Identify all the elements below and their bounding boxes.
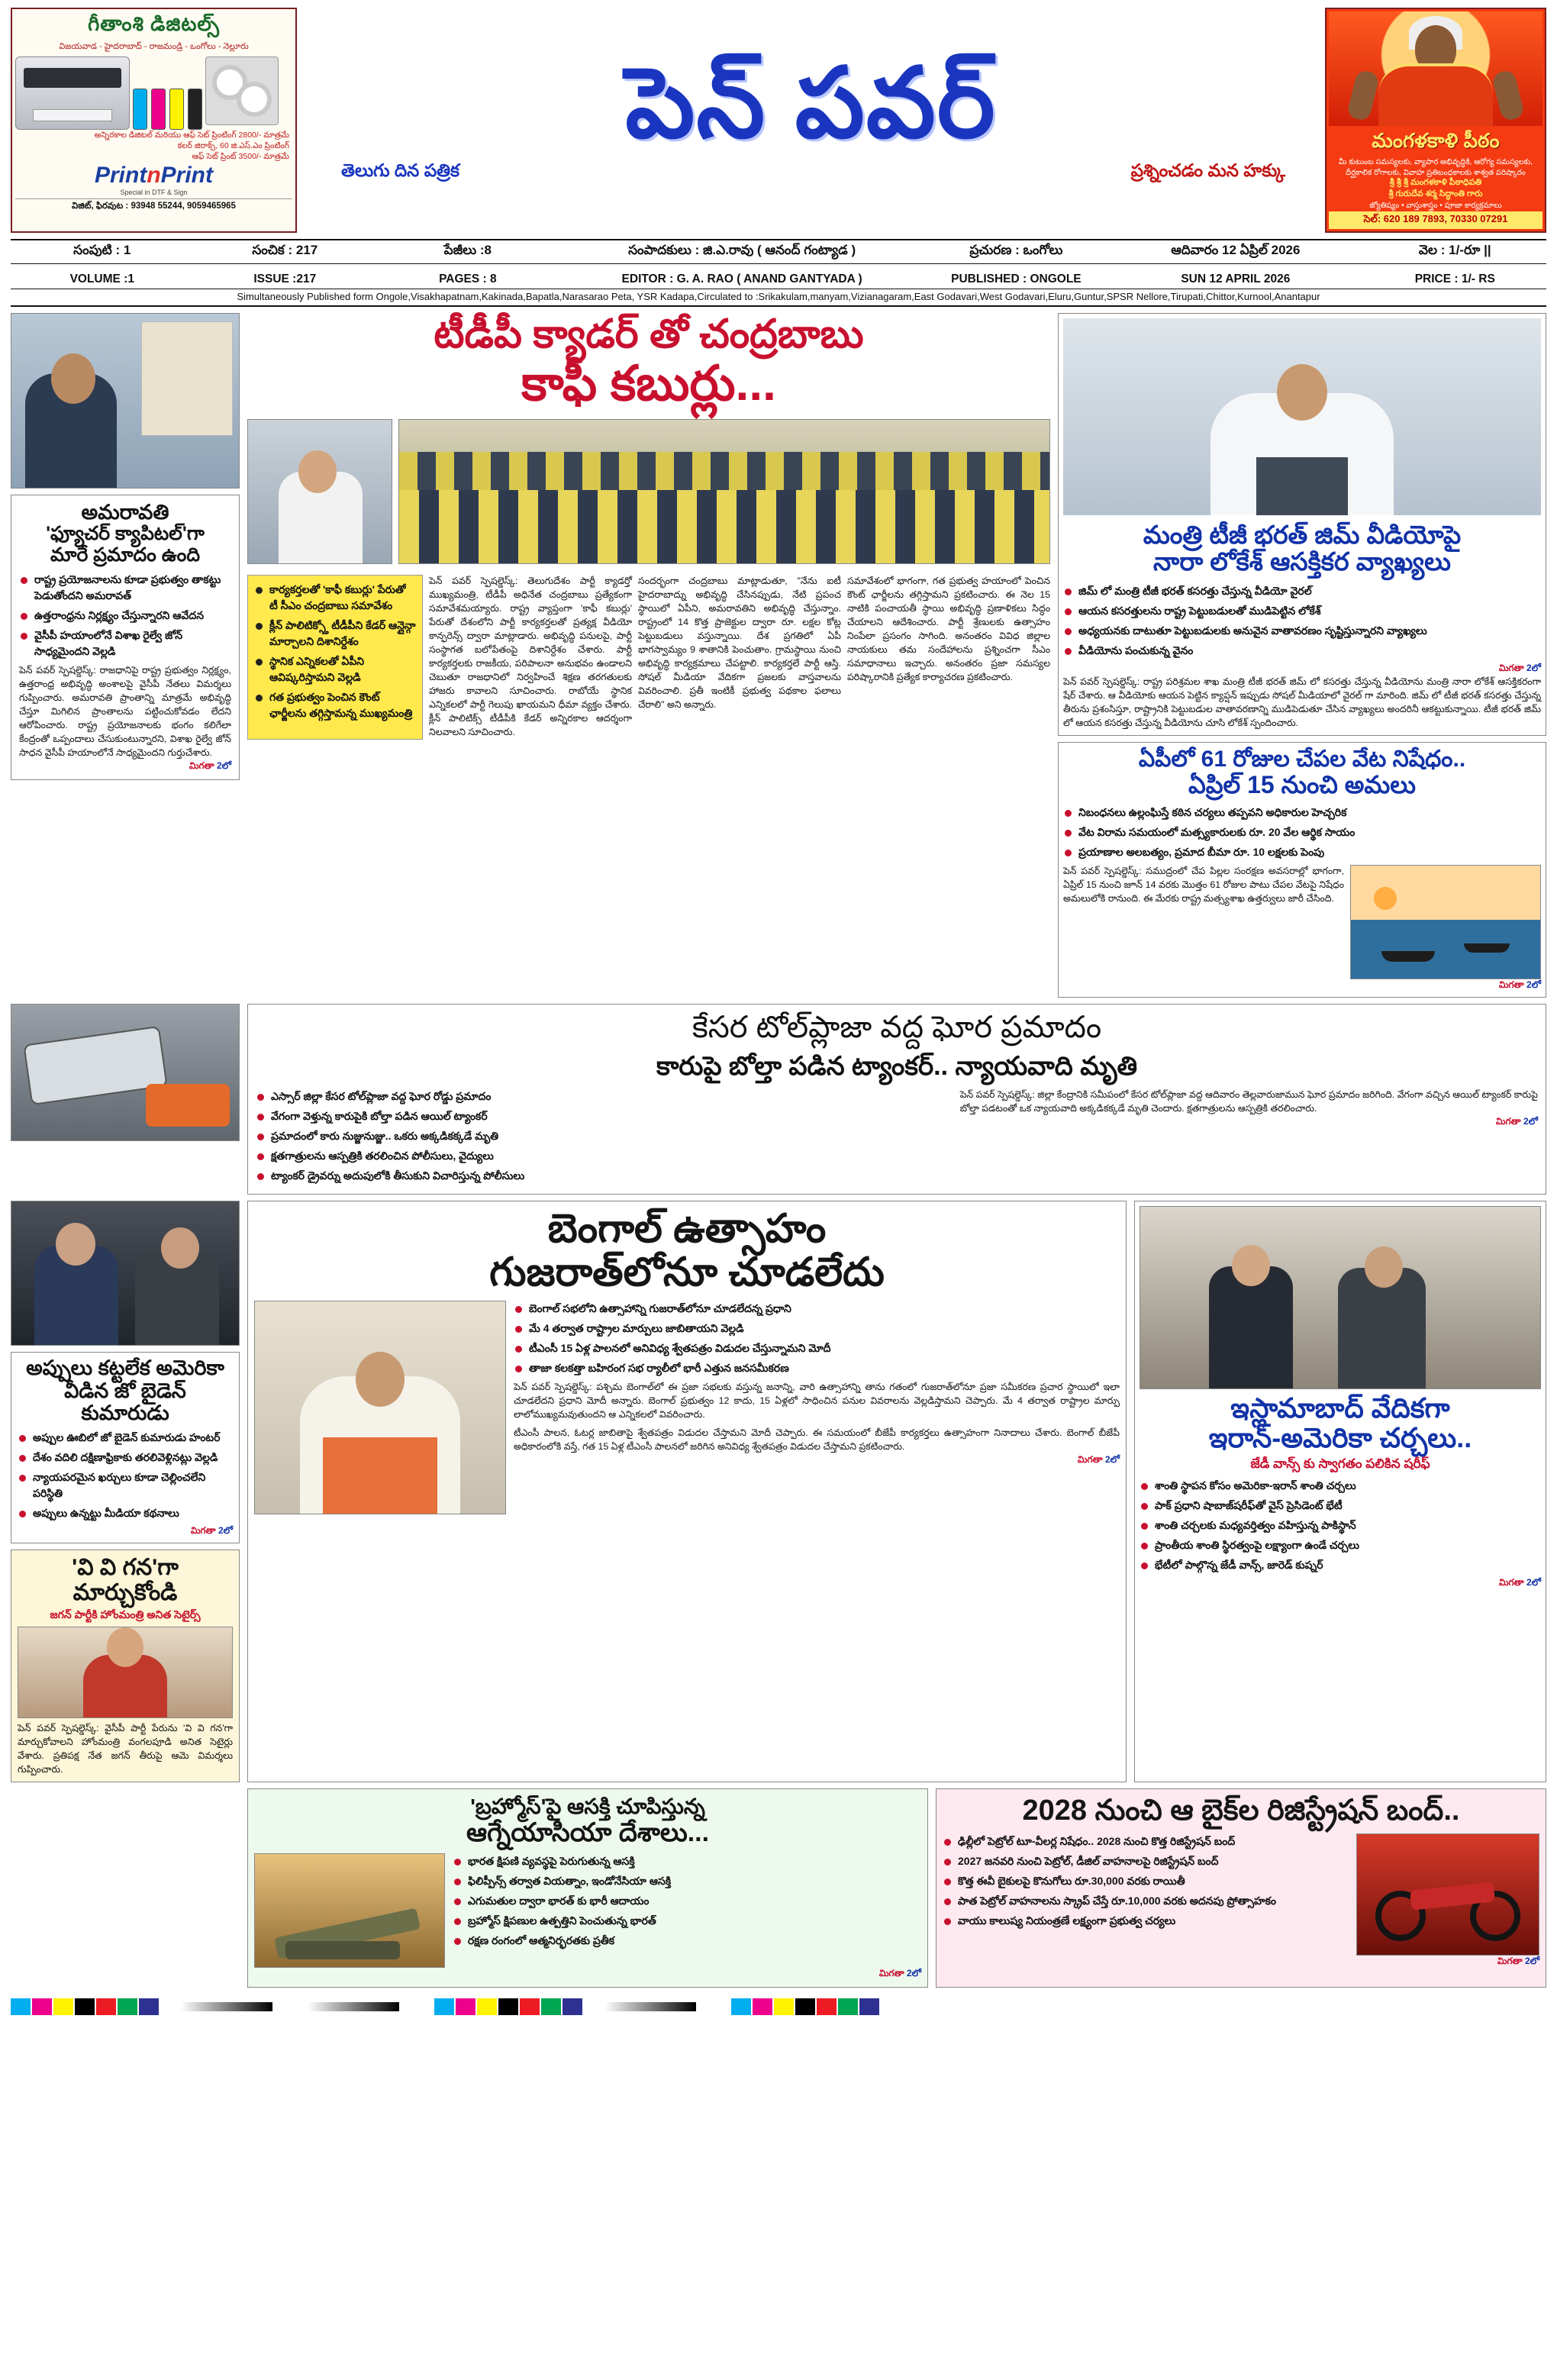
fishing-bullets [1063,805,1541,860]
photo-brahmos-launcher [254,1853,445,1968]
editor-te: సంపాదకులు : జి.ఎ.రావు ( ఆనంద్ గంట్యాడ ) [628,242,856,257]
list-item: వేట విరామ సమయంలో మత్స్యకారులకు రూ. 20 వేల ఆర్థిక సాయం [1063,824,1541,840]
ad-right-line3: శ్రీ శ్రీ శ్రీ మంగళకాళి పీఠాధిపతి [1389,178,1482,187]
list-item: ప్రమాదంలో కారు నుజ్జునుజ్జు.. ఒకరు అక్కడికక్కడే మృతి [256,1128,949,1144]
list-item: వీడియోను పంచుకున్న వైనం [1063,643,1541,659]
ad-printing-services[interactable] [11,8,297,233]
issue-te: సంచిక : 217 [252,242,318,257]
printer-icon [15,56,130,130]
iran-bullets [1140,1478,1541,1573]
photo-tdp-cadre-meeting [398,419,1050,564]
photo-fishing-boats [1350,865,1541,979]
anitha-headline-2: మార్చుకోండి [73,1580,178,1606]
iran-story [1134,1201,1546,1782]
date-te: ఆదివారం 12 ఏప్రిల్ 2026 [1171,242,1301,257]
lokesh-headline-2: నారా లోకేశ్ ఆసక్తికర వ్యాఖ్యలు [1153,547,1451,576]
left-column [11,313,240,998]
biden-headline-2: వీడిన జో బైడెన్ కుమారుడు [64,1379,186,1425]
list-item: ఎస్సార్ జిల్లా కేసర టోల్‌ప్లాజా వద్ద ఘోర రోడ్డు ప్రమాదం [256,1088,949,1105]
iran-more-link[interactable]: మిగతా 2లో [1498,1576,1541,1588]
modi-more-link[interactable]: మిగతా 2లో [1077,1454,1120,1466]
ad-mangalakali-peetham[interactable] [1325,8,1546,233]
top-section [11,313,1546,998]
bottom-section [11,1788,1546,1988]
list-item: ప్రయాణాల అలబత్యం, ప్రమాద బీమా రూ. 10 లక్షలకు పెంపు [1063,844,1541,860]
photo-vysp-leader [11,313,240,489]
lead-bullet-list [254,582,416,721]
date-en: SUN 12 APRIL 2026 [1181,272,1291,285]
ad-offer-line-2: కలర్ జిరాక్స్, 60 జి.ఎస్.ఎం ప్రింటింగ్ [177,141,289,151]
list-item: భేటీలో పాల్గొన్న జేడీ వాన్స్, జారెడ్ కుష్నర్ [1140,1557,1541,1573]
list-item: అప్పులు ఉన్నట్టు మీడియా కథనాలు [18,1505,233,1521]
brahmos-bullets [453,1853,921,1968]
photo-tanker-accident [11,1004,240,1141]
paper-roll-icon [205,56,279,125]
list-item: ప్రాంతీయ శాంతి స్థిరత్వంపై లక్ష్యాంగా ఉండే చర్చలు [1140,1537,1541,1553]
list-item: క్షతగాత్రులను ఆస్పత్రికి తరలించిన పోలీసులు, వైద్యులు [256,1148,949,1164]
list-item: వైసీపీ హయాంలోనే విశాఖ రైల్వే జోన్ సాధ్యమైందని వెల్లడి [19,627,231,659]
list-item: ఎగుమతుల ద్వారా భారత్ కు భారీ ఆదాయం [453,1893,921,1909]
list-item: జిమ్ లో మంత్రి టీజీ భరత్ కసరత్తు చేస్తున్న వీడియో వైరల్ [1063,583,1541,599]
list-item: తాజా కలకత్తా బహిరంగ సభ ర్యాలీలో భారీ ఎత్తున జనసమీకరణ [514,1360,1120,1376]
modi-headline-2: గుజరాత్‌లోనూ చూడలేదు [489,1250,885,1295]
lead-body-col1: పెన్ పవర్ స్పెషల్డెస్క్: తెలుగుదేశం పార్టీ క్యాడర్తో ముఖ్యమంత్రి, టీడీపీ అధినేత చంద్రబాబు ప్రత్యేకంగా సమావేశమయ్యారు. రాష్ట్ర వ్యాప్తంగా 'కాఫీ కబుర్లు' పేరుతో దేశంలోని పార్టీ కార్యకర్తలతో ప్రత్యక్ష వీడియో కాన్ఫరెన్స్ ద్వారా మాట్లాడారు. అభివృద్ధి పనులపై, పార్టీ సంస్థాగత బలోపేతంపై దిశానిర్దేశం చేశారు. పార్టీ కార్యకర్తలకు రాజకీయ, పరిపాలనా అనుభవం ఉండాలని చెబుతూ రాజధానిలో నిర్వహించే శిక్షణ తరగతులకు హాజరు కావాలని సూచించారు. రాబోయే స్థానిక ఎన్నికలలో పార్టీ గెలుపు ఖాయమని ధీమా వ్యక్తం చేశారు. క్లీన్ పాలిటిక్స్ టీడీపీకి కేడర్ అన్నిరకాల ఆదర్శంగా నిలవాలని సూచించారు. [429,575,632,737]
lead-story [247,313,1050,998]
accident-story [247,1004,1546,1195]
tagline-left: తెలుగు దిన పత్రిక [341,160,460,180]
list-item: వాయు కాలుష్య నియంత్రణే లక్ష్యంగా ప్రభుత్వ చర్యలు [943,1913,1349,1929]
photo-motorbike [1356,1833,1539,1956]
ad-right-title: మంగళకాళి పీఠం [1372,129,1500,152]
ad-branch-list: విజయవాడ - హైదరాబాద్ - రాజమండ్రి - ఒంగోలు - నెల్లూరు [59,42,249,51]
list-item: ఉత్తరాంధ్రను నిర్లక్ష్యం చేస్తున్నారని ఆవేదన [19,608,231,624]
biden-bullets [18,1430,233,1521]
photo-chandrababu-coffee [247,419,392,564]
list-item: గత ప్రభుత్వం పెంచిన కౌంట్ ఛార్జీలను తగ్గిస్తామన్న ముఖ్యమంత్రి [254,689,416,721]
amaravati-bullets [19,572,231,659]
published-en: PUBLISHED : ONGOLE [951,272,1082,285]
circulation-strip: Simultaneously Published form Ongole,Visakhapatnam,Kakinada,Bapatla,Narasarao Peta, YSR Kadapa,Circulated to :Srikakulam,manyam,Vizianagaram,East Godavari,West Godavari,Eluru,Guntur,SPSR Nellore,Tirupati,Chittor,Kurnool,Anantapur [11,289,1546,307]
amaravati-headline-2: 'ఫ్యూచర్ క్యాపిటల్'గా [46,523,205,545]
bikes-story [936,1788,1546,1988]
tagline-right: ప్రశ్నించడం మన హక్కు [1130,160,1285,180]
ad-right-line5: జ్యోతిష్యం • వాస్తుశాస్త్రం • పూజా కార్యక్రమాలు [1369,202,1502,210]
modi-body-1: పెన్ పవర్ స్పెషల్డెస్క్: పశ్చిమ బెంగాల్‌లో ఈ ప్రజా సభలకు వస్తున్న జనాన్ని, వారి ఉత్సాహాన్ని తాను గతంలో గుజరాత్‌లోనూ ప్రజా సమీకరణ ప్రచార స్థాయిలో ఇలా చూడలేదని ప్రధాని మోదీ అన్నారు. బెంగాల్ ప్రభుత్వం 12 కాదు, 15 ఏళ్లలో సాధించిన పనుల వివరాలను వెల్లడిస్తామని చెప్పారు. మే 4 తర్వాత రాష్ట్రాల మార్పు లాలోముఖ్యమవుతుందని ఆ ఎన్నికలలో వివరించారు. [514,1382,1120,1421]
list-item: అధ్యయనకు దాటుతూ పెట్టుబడులకు అనువైన వాతావరణం సృష్టిస్తున్నారని వ్యాఖ్యలు [1063,623,1541,639]
color-swatch-group-1 [11,1998,159,2015]
list-item: రాష్ట్ర ప్రయోజనాలను కూడా ప్రభుత్వం తాకట్టు పెడుతోందని అమరావత్ [19,572,231,604]
anitha-body: పెన్ పవర్ స్పెషల్డెస్క్: వైసీపీ పార్టీ పేరును 'వి వి గన'గా మార్చుకోవాలని హోంమంత్రి వంగలపూడి అనిత సెటైర్లు వేశారు. ప్రతిపక్ష నేత జగన్ తీరుపై ఆమె విమర్శలు గుప్పించారు. [18,1723,233,1775]
modi-headline-1: బెంగాల్ ఉత్సాహం [547,1207,827,1252]
list-item: మే 4 తర్వాత రాష్ట్రాల మార్పులు జాబితాయని వెల్లడి [514,1321,1120,1337]
list-item: ఆయన కసరత్తులను రాష్ట్ర పెట్టుబడులతో ముడిపెట్టిన లోకేశ్ [1063,603,1541,619]
modi-story [247,1201,1127,1782]
lead-body-col2: సందర్భంగా చంద్రబాబు మాట్లాడుతూ, "నేను ఐటీ హైదరాబాద్ను అభివృద్ధి చేసినప్పుడు, నేటి ప్రపంచ స్థాయిలో ఏపీని, అమరావతిని అభివృద్ధి చేస్తున్నాం. రాష్ట్రంలో 14 కొత్త ప్రాజెక్టుల ద్వారా రూ. లక్షల కోట్ల పెట్టుబడులు వస్తున్నాయి. దేశ ప్రగతిలో ఏపీ భాగస్వామ్యం 9 శాతానికి పెంచుతాం. గ్రామస్థాయి నుంచి అభివృద్ధి కార్యక్రమాలు చేపట్టాలి. కార్యకర్తలే పార్టీ ఆస్తి. సోషల్ మీడియా వేదికగా ప్రజలకు వాస్తవాలను వివరించాలి. ప్రతీ ఇంటికీ ప్రభుత్వ పథకాల ఫలాలు చేరాలి" అని అన్నారు. [638,575,841,710]
amaravati-story [11,495,240,781]
brahmos-story [247,1788,928,1988]
fishing-headline-2: ఏప్రిల్ 15 నుంచి అమలు [1188,771,1416,799]
ad-phone[interactable]: విజిట్, ఫిరవుట : 93948 55244, 9059465965 [15,198,292,213]
list-item: పాక్ ప్రధాని షాబాజ్‌షరీఫ్‌తో వైస్ ప్రెసిడెంట్ భేటీ [1140,1498,1541,1514]
anitha-story [11,1550,240,1782]
issue-info-bar-telugu [11,239,1546,264]
price-te: వెల : 1/-రూ || [1418,242,1491,257]
price-en: PRICE : 1/- RS [1414,272,1495,285]
guru-photo [1329,11,1542,126]
amaravati-more-link[interactable]: మిగతా 2లో [189,760,231,772]
color-swatch-group-2 [434,1998,582,2015]
gray-ramp-2 [308,2002,399,2011]
page-title: పెన్ పవర్ [625,48,997,158]
ad-offer-line-3: ఆఫ్ సెట్ ప్రింట్ 3500/- మాత్రమే [192,152,289,162]
list-item: స్థానిక ఎన్నికలతో ఏపీని ఆవిష్కరిస్తామని వెల్లడి [254,653,416,685]
amaravati-headline-3: మారే ప్రమాదం ఉంది [50,543,201,566]
ad-offer-line-1: అన్నిరకాల డిజిటల్ మరియు ఆఫ్ సెట్ ప్రింటింగ్ 2800/- మాత్రమే [94,131,289,140]
list-item: నిబంధనలు ఉల్లంఘిస్తే కఠిన చర్యలు తప్పవని అధికారుల హెచ్చరిక [1063,805,1541,821]
ad-graphics [15,56,292,130]
paper-title-block [305,8,1317,233]
bikes-headline: 2028 నుంచి ఆ బైక్‌ల రిజిస్ట్రేషన్ బంద్.. [1022,1795,1460,1827]
brahmos-more-link[interactable]: మిగతా 2లో [878,1968,921,1979]
anitha-subline: జగన్ పార్టీకి హోంమంత్రి అనిత సెటైర్స్ [50,1608,201,1621]
editor-en: EDITOR : G. A. RAO ( ANAND GANTYADA ) [621,272,862,285]
pages-en: PAGES : 8 [439,272,497,285]
photo-anitha [18,1627,233,1718]
list-item: శాంతి చర్చలకు మధ్యవర్తిత్వం వహిస్తున్న పాకిస్థాన్ [1140,1517,1541,1533]
lokesh-bullets [1063,583,1541,659]
list-item: రక్షణ రంగంలో ఆత్మనిర్భరతకు ప్రతీక [453,1933,921,1949]
photo-hunter-biden [11,1201,240,1346]
list-item: పాత పెట్రోల్ వాహనాలను స్క్రాప్ చేస్తే రూ.10,000 వరకు అదనపు ప్రోత్సాహకం [943,1893,1349,1909]
list-item: బెంగాల్ సభలోని ఉత్సాహాన్ని గుజరాత్‌లోనూ చూడలేదన్న ప్రధాని [514,1301,1120,1317]
list-item: కార్యకర్తలతో 'కాఫీ కబుర్లు' పేరుతో టీ సీఎం చంద్రబాబు సమావేశం [254,582,416,614]
fishing-headline-1: ఏపీలో 61 రోజుల చేపల వేట నిషేధం.. [1138,746,1466,772]
list-item: కొత్త ఈవీ బైకులపై కొనుగోలు రూ.30,000 వరకు రాయితీ [943,1873,1349,1889]
bikes-bullets [943,1833,1349,1956]
ad-brand-name: గీతాంశి డిజిటల్స్ [88,12,220,35]
list-item: ట్యాంకర్ డ్రైవర్ను అదుపులోకి తీసుకుని విచారిస్తున్న పోలీసులు [256,1168,949,1184]
list-item: వేగంగా వెళ్తున్న కారుపైకి బోల్తా పడిన ఆయిల్ ట్యాంకర్ [256,1108,949,1124]
accident-headline-1: కేసర టోల్‌ప్లాజా వద్ద ఘోర ప్రమాదం [691,1010,1102,1044]
lead-columns [247,575,1050,740]
lead-yellow-bullets [247,575,423,740]
pages-te: పేజీలు :8 [443,242,492,257]
right-column [1058,313,1546,998]
modi-bullets [514,1301,1120,1376]
volume-en: VOLUME :1 [69,272,134,285]
masthead [11,8,1546,233]
color-swatch-group-3 [731,1998,879,2015]
ad-right-line4: శ్రీ గురుదేవ శర్మ సిద్ధాంతి గారు [1388,189,1483,198]
lokesh-headline-1: మంత్రి టీజీ భరత్ జిమ్ వీడియోపై [1143,520,1462,549]
ad-logo-sub: Special in DTF & Sign [120,188,188,196]
fishing-more-link[interactable]: మిగతా 2లో [1498,979,1541,990]
photo-modi-rally [254,1301,506,1514]
fishing-ban-story [1058,742,1546,998]
iran-subline: జేడీ వాన్స్ కు స్వాగతం పలికిన షరీఫ్ [1250,1456,1430,1471]
accident-bullets [256,1088,949,1188]
gray-ramp-1 [181,2002,272,2011]
amaravati-headline-1: అమరావతి [81,500,169,524]
iran-headline-1: ఇస్లామాబాద్ వేదికగా [1230,1392,1450,1424]
modi-body-2: టీఎంసీ పాలన, ఓటర్ల జాబితాపై శ్వేతపత్రం విడుదల చేస్తామని మోదీ చెప్పారు. ఈ సమయంలో బీజేపీ కార్యకర్తలు ఉత్సాహంగా నినాదాలు చేశారు. బెంగాల్ బీజేపీ అధికారంలోకి వస్తే, గత 15 ఏళ్ల టీఎంసీ పాలనలో జరిగిన అనివిధ్య శ్వేతపత్రం విడుదల చేస్తామని ప్రకటించారు. [514,1427,1120,1453]
fishing-body: పెన్ పవర్ స్పెషల్డెస్క్: సముద్రంలో చేప పిల్లల సంరక్షణ అవసరాల్లో భాగంగా, ఏప్రిల్ 15 నుంచి జూన్ 14 వరకు మొత్తం 61 రోజుల పాటు చేపల వేటపై నిషేధం అమలులోకి రానుంది. ఈ మేరకు రాష్ట్ర మత్స్యశాఖ ఉత్తర్వులు జారీ చేసింది. [1063,865,1344,904]
issue-en: ISSUE :217 [253,272,317,285]
biden-column [11,1201,240,1782]
biden-more-link[interactable]: మిగతా 2లో [190,1525,233,1537]
list-item: ఫిలిప్పీన్స్ తర్వాత వియత్నాం, ఇండోనేసియా ఆసక్తి [453,1873,921,1889]
middle-section [11,1201,1546,1782]
accident-section [11,1004,1546,1195]
lead-headline-1: టీడీపీ క్యాడర్ తో చంద్రబాబు [434,311,864,356]
ad-logo: PrintnPrint [94,162,213,188]
published-te: ప్రచురణ : ఒంగోలు [969,242,1063,257]
lokesh-body: పెన్ పవర్ స్పెషల్డెస్క్: రాష్ట్ర పరిశ్రమల శాఖ మంత్రి టీజీ భరత్ జిమ్ లో కసరత్తు చేస్తున్న వీడియోను మంత్రి నారా లోకేశ్ ఆసక్తికరంగా షేర్ చేశారు. ఆ వీడియోకు ఆయన పెట్టిన క్యాప్షన్ ఇప్పుడు సోషల్ మీడియాలో వైరల్ గా మారింది. జిమ్ లో టీజీ భరత్ కసరత్తు చేస్తున్న తీరును ప్రశంసిస్తూ, రాష్ట్రానికి పెట్టుబడుల వాతావరణాన్ని ముడిపెడుతూ చేసిన వ్యాఖ్యలు అందరినీ ఆకట్టుకున్నాయి. టీజీ భరత్ జిమ్ లో ఆయన కసరత్తు చేస్తున్న వీడియోను చూసి లోకేశ్ స్పందించారు. [1063,676,1541,728]
press-color-bar [11,1997,1546,2017]
biden-headline-1: అప్పులు కట్టలేక అమెరికా [26,1356,224,1380]
ad-right-line2: దీర్ఘకాలిక రోగాలకు, వివాహ ప్రతిబంధకాలకు శాశ్వత పరిష్కారం [1346,168,1526,177]
ink-bottles-icon [133,56,202,130]
anitha-headline-1: 'వి వి గన'గా [72,1555,179,1581]
accident-body: పెన్ పవర్ స్పెషల్డెస్క్: జిల్లా కేంద్రానికి సమీపంలో కేసర టోల్‌ప్లాజా వద్ద ఆదివారం తెల్లవారుజామున ఘోర ప్రమాదం జరిగింది. వేగంగా వచ్చిన ఆయిల్ ట్యాంకర్ కారుపై బోల్తా పడటంతో ఒక న్యాయవాది అక్కడికక్కడే మృతి చెందారు. క్షతగాత్రులను ఆస్పత్రికి తరలించారు. [959,1089,1538,1114]
list-item: శాంతి స్థాపన కోసం అమెరికా-ఇరాన్ శాంతి చర్చలు [1140,1478,1541,1494]
amaravati-body: పెన్ పవర్ స్పెషల్డెస్క్: రాజధానిపై రాష్ట్ర ప్రభుత్వం నిర్లక్ష్యం, ఉత్తరాంధ్ర అభివృద్ధి అంశాలపై వైసీపీ నేతలు విమర్శలు గుప్పించారు. అమరావతి ప్రాంతాన్ని మాత్రమే అభివృద్ధి చేస్తూ మిగిలిన ప్రాంతాలను పట్టించుకోవడం లేదని ఆరోపించారు. రాష్ట్ర ప్రయోజనాలకు భంగం కలిగేలా కేంద్రంతో ఒప్పందాలు చేసుకుంటున్నారని, విశాఖ రైల్వే జోన్ సాధన వైసీపీ హయాంలోనే సాధ్యమైందని గుర్తుచేశారు. [19,665,231,759]
iran-headline-2: ఇరాన్-అమెరికా చర్చలు.. [1208,1421,1472,1453]
list-item: బ్రహ్మోస్ క్షిపణుల ఉత్పత్తిని పెంచుతున్న భారత్ [453,1913,921,1929]
lokesh-story [1058,313,1546,736]
biden-story [11,1352,240,1543]
lead-body-col3: సమావేశంలో భాగంగా, గత ప్రభుత్వ హయాంలో పెంచిన కౌంట్ ఛార్జీలను తగ్గిస్తామని ప్రకటించారు. ఈ నెల 15 నాటికి పంచాయతీ స్థాయి అభివృద్ధి ప్రణాళికలు సిద్ధం చేయాలని ఆదేశించారు. పార్టీ శ్రేణులకు ఉత్సాహం నింపేలా ప్రసంగం సాగింది. అనంతరం వివిధ జిల్లాల నాయకులు తమ సందేహాలను ప్రశ్నించగా సీఎం సమాధానాలు ఇచ్చారు. అనంతరం ప్రజా సమస్యల పరిష్కారానికి ప్రత్యేక కార్యాచరణ ప్రకటించారు. [847,575,1050,682]
volume-te: సంపుటి : 1 [73,242,131,257]
lead-headline-2: కాఫీ కబుర్లు... [521,355,776,411]
ad-right-line1: మీ కుటుంబ సమస్యలకు, వ్యాపార అభివృద్ధికి, ఆరోగ్య సమస్యలకు, [1338,158,1533,166]
bikes-more-link[interactable]: మిగతా 2లో [1497,1955,1539,1966]
issue-info-bar-english [11,270,1546,289]
lokesh-more-link[interactable]: మిగతా 2లో [1498,662,1541,673]
list-item: అప్పుల ఊబిలో జో బైడెన్ కుమారుడు హంటర్ [18,1430,233,1446]
list-item: క్లీన్ పాలిటిక్స్తో టీడీపీని కేడర్ ఆన్లైన్గా మార్చాలని దిశానిర్దేశం [254,618,416,650]
photo-vance-sharif [1140,1206,1541,1389]
list-item: భారత క్షిపణి వ్యవస్థపై పెరుగుతున్న ఆసక్తి [453,1853,921,1869]
list-item: టీఎంసీ 15 ఏళ్ల పాలనలో అనివిధ్య శ్వేతపత్రం విడుదల చేస్తున్నామని మోదీ [514,1340,1120,1356]
list-item: న్యాయపరమైన ఖర్చులు కూడా చెల్లించలేని పరిస్థితి [18,1469,233,1501]
gray-ramp-3 [604,2002,696,2011]
brahmos-headline-1: 'బ్రహ్మోస్'పై ఆసక్తి చూపిస్తున్న [470,1795,705,1819]
accident-more-link[interactable]: మిగతా 2లో [1495,1115,1538,1127]
list-item: 2027 జనవరి నుంచి పెట్రోల్, డీజిల్ వాహనాలపై రిజిస్ట్రేషన్ బంద్ [943,1853,1349,1869]
photo-lokesh-speech [1063,318,1541,515]
brahmos-headline-2: ఆగ్నేయాసియా దేశాలు... [466,1817,710,1847]
ad-right-phone[interactable]: సెల్: 620 189 7893, 70330 07291 [1329,211,1542,229]
list-item: దేశం వదిలి దక్షిణాఫ్రికాకు తరలివెళ్లినట్లు వెల్లడి [18,1450,233,1466]
lead-photos [247,419,1050,564]
list-item: ఢిల్లీలో పెట్రోల్ టూ-వీలర్ల నిషేధం.. 2028 నుంచి కొత్త రిజిస్ట్రేషన్ బంద్ [943,1833,1349,1849]
accident-headline-2: కారుపై బోల్తా పడిన ట్యాంకర్.. న్యాయవాది మృతి [656,1051,1138,1081]
